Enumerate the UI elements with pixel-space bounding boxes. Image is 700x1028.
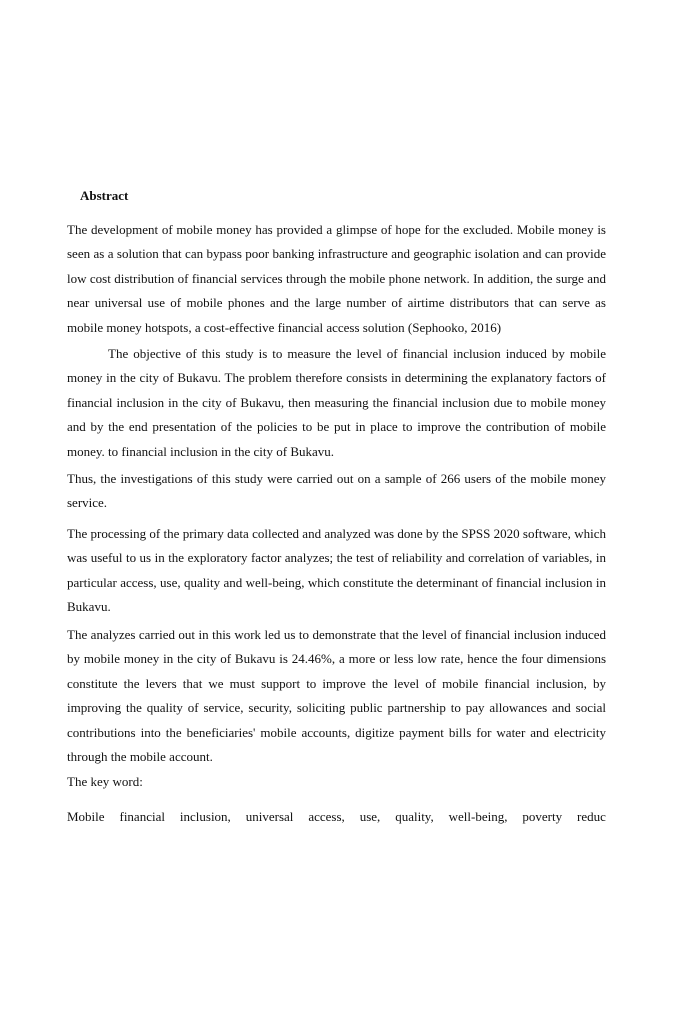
keyword: access, <box>308 809 345 824</box>
keyword: financial <box>119 809 165 824</box>
keyword: use, <box>359 809 381 824</box>
keyword: quality, <box>395 809 434 824</box>
keyword: well-being, <box>448 809 508 824</box>
abstract-paragraph-5: The analyzes carried out in this work led us to demonstrate that the level of financial inclusion induced by mobile money in the city of Bukavu is 24.46%, a more or less low rate, hence the four dimensions constitute the levers that we must support to improve the level of mobile financial inclusion, by improving the quality of service, security, soliciting public partnership to pay allowances and social contributions into the beneficiaries' mobile accounts, digitize payment bills for water and electricity through the mobile account. <box>67 627 606 765</box>
abstract-paragraph-2: The objective of this study is to measure the level of financial inclusion induced by mobile money in the city of Bukavu. The problem therefore consists in determining the explanatory factors of financial inclusion in the city of Bukavu, then measuring the financial inclusion due to mobile money and by the end presentation of the policies to be put in place to improve the contribution of mobile money. to financial inclusion in the city of Bukavu. <box>67 346 606 459</box>
abstract-paragraph-1: The development of mobile money has provided a glimpse of hope for the excluded. Mobile money is seen as a solution that can bypass poor banking infrastructure and geographic isolation and can provide low cost distribution of financial services through the mobile phone network. In addition, the surge and near universal use of mobile phones and the large number of airtime distributors that can serve as mobile money hotspots, a cost-effective financial access solution (Sephooko, 2016) <box>67 222 606 335</box>
keyword: poverty <box>522 809 563 824</box>
keywords-line <box>67 805 606 829</box>
abstract-heading: Abstract <box>80 188 129 203</box>
keyword: reduc <box>577 809 606 824</box>
keyword: Mobile <box>67 809 105 824</box>
keyword: inclusion, <box>179 809 231 824</box>
keywords-label: The key word: <box>67 774 143 789</box>
keyword: universal <box>245 809 294 824</box>
abstract-paragraph-4: The processing of the primary data collected and analyzed was done by the SPSS 2020 software, which was useful to us in the exploratory factor analyzes; the test of reliability and correlation of variables, in particular access, use, quality and well-being, which constitute the determinant of financial inclusion in Bukavu. <box>67 526 606 615</box>
abstract-paragraph-3: Thus, the investigations of this study were carried out on a sample of 266 users of the mobile money service. <box>67 471 606 511</box>
